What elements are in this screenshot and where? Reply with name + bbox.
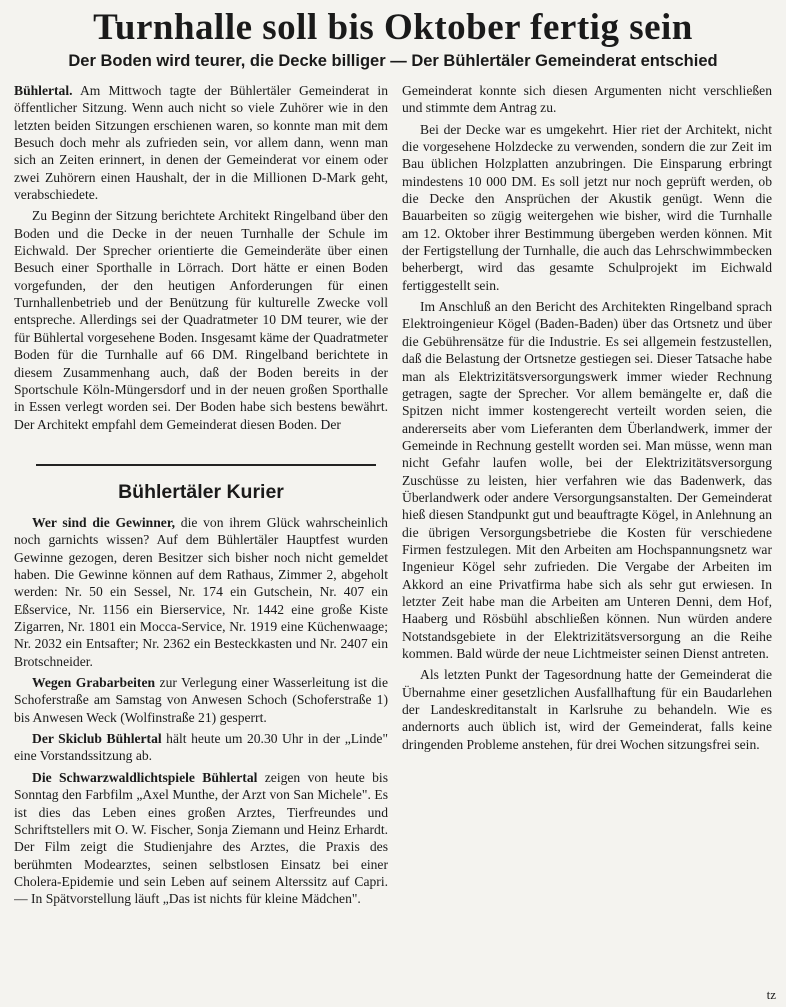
article-paragraph-3: Bei der Decke war es umgekehrt. Hier riet der Architekt, nicht die vorgesehene Holzdecke zu verwenden, sondern die zur Zeit im Bau üblichen Holzplatten anzubringen. Die Einsparung erbringt mindestens 10 000 DM. Es soll jetzt nur noch geprüft werden, ob die Decke den Ansprüchen der Akustik genügt. Wenn die Bauarbeiten so zügig weitergehen wie bisher, wird die Turnhalle am 12. Oktober ihrer Bestimmung übergeben werden können. Mit der Fertigstellung der Turnhalle, die auch das Lehrschwimmbecken beherbergt, wird das gesamte Schulprojekt im Eichwald fertiggestellt sein. xyxy=(402,121,772,293)
kurier-item-roadworks-text: zur Verlegung einer Wasserleitung ist die Schoferstraße am Samstag von Anwesen Schoch (Schoferstraße 1) bis Anwesen Weck (Wolfinstraße 21) gesperrt. xyxy=(14,675,388,725)
article-paragraph-1 xyxy=(14,82,388,203)
kurier-item-roadworks-lead: Wegen Grabarbeiten xyxy=(32,675,156,691)
kurier-item-roadworks xyxy=(14,674,388,726)
article-paragraph-2: Zu Beginn der Sitzung berichtete Architekt Ringelband über den Boden und die Decke in der neuen Turnhalle der Schule im Eichwald. Der Sprecher orientierte die Gemeinderäte über einen Besuch einer Sporthalle in Lörrach. Dort hätte er einen Boden vorgefunden, der den heutigen Anforderungen für einen Turnhallenbetrieb und der Benützung für kulturelle Zwecke voll entspreche. Allerdings sei der Quadratmeter 10 DM teurer, wie der für Bühlertal vorgesehene Boden. Insgesamt käme der Quadratmeter Boden für die Turnhalle auf 66 DM. Ringelband berichtete in diesem Zusammenhang auch, daß der Boden bereits in der Sportschule Köln-Müngersdorf und in der neuen großen Sporthalle in Essen verlegt worden sei. Der Boden habe sich bestens bewährt. Der Architekt empfahl dem Gemeinderat diesen Boden. Der xyxy=(14,208,388,432)
article-paragraph-4: Im Anschluß an den Bericht des Architekten Ringelband sprach Elektroingenieur Kögel (Baden-Baden) über das Ortsnetz und über die Gebührensätze für die Industrie. Es sei allgemein festzustellen, daß die Belastung der Ortsnetze gestiegen sei. Dieser Tatsache habe man als Elektrizitätsversorgungswerk immer wieder Rechnung getragen, sagte der Sprecher. Vor allem bemängelte er, daß die Spitzen nicht immer kostengerecht verteilt worden seien, die andererseits aber vom Lieferanten dem Überlandwerk, immer der Gemeinde in Rechnung gestellt worden sei. Man müsse, wenn man nicht Gefahr laufen wolle, bei der Elektrizitätsversorgung Zuschüsse zu leisten, hier verfahren wie das Badenwerk, das Überlandwerk oder andere Versorgungsanstalten. Der Gemeinderat hieß diesen Standpunkt gut und beauftragte Kögel, in Anlehnung an die übrigen Versorgungsbetriebe die Kosten für verschiedene Firmen festzulegen. Mit den Arbeiten am Hochspannungsnetz war Ingenieur Kögel sehr zufrieden. Die Vergabe der Arbeiten im Akkord an eine Privatfirma habe sich als sehr gut erwiesen. In letzter Zeit habe man die Arbeiten am Unteren Denni, dem Hof, Haaberg und Rösbühl abschließen können. Nun würden andere Notstandsgebiete in der Elektrizitätsversorgung an die Reihe kommen. Bald würde der neue Lichtmeister seinen Dienst antreten. xyxy=(402,299,772,661)
article-paragraph-1-text: Am Mittwoch tagte der Bühlertäler Gemeinderat in öffentlicher Sitzung. Wenn auch nicht so viele Zuhörer wie in den letzten beiden Sitzungen erschienen waren, so konnte man mit dem Besuch doch mehr als zufrieden sein, vor allem dann, wenn man sich an Zeiten erinnert, in denen der Gemeinderat vor einem oder zwei Zuhörern einen Haushalt, der in die Millionen D-Mark geht, verabschiedete. xyxy=(14,83,388,203)
article-paragraph-5: Als letzten Punkt der Tagesordnung hatte der Gemeinderat die Übernahme einer gesetzlichen Ausfallhaftung für ein Baudarlehen der Landeskreditanstalt in Karlsruhe zu behandeln. Wie es andernorts auch üblich ist, wird der Gemeinderat, falls keine dringenden Probleme anstehen, für drei Wochen sitzungsfrei sein. xyxy=(402,667,772,752)
kurier-title: Bühlertäler Kurier xyxy=(118,481,284,503)
right-column xyxy=(402,82,772,1002)
kurier-item-skiclub-lead: Der Skiclub Bühlertal xyxy=(32,731,162,747)
kurier-item-cinema-text: zeigen von heute bis Sonntag den Farbfilm „Axel Munthe, der Arzt von San Michele". Es ist dies das Leben eines großen Arztes, Tierfreundes und Schriftstellers mit O. W. Fischer, Sonja Ziemann und Heinz Erhardt. Der Film zeigt die Studienjahre des Arztes, die Praxis des berühmten Modearztes, seinen selbstlosen Einsatz bei einer Cholera-Epidemie und sein Leben auf seinem Alterssitz auf Capri. — In Spätvorstellung läuft „Das ist nichts für kleine Mädchen". xyxy=(14,769,388,907)
kurier-section xyxy=(14,452,388,1002)
article-paragraph-2-continued: Gemeinderat konnte sich diesen Argumenten nicht verschließen und stimmte dem Antrag zu. xyxy=(402,83,772,116)
section-divider xyxy=(36,464,376,466)
kurier-item-cinema xyxy=(14,769,388,908)
kurier-item-winners-text: die von ihrem Glück wahrscheinlich noch garnichts wissen? Auf dem Bühlertäler Hauptfest wurden Gewinne gezogen, deren Besitzer sich bisher noch nicht gemeldet haben. Die Gewinne können auf dem Rathaus, Zimmer 2, abgeholt werden: Nr. 50 ein Sessel, Nr. 174 ein Gutschein, Nr. 407 ein Eßservice, Nr. 1156 ein Bierservice, Nr. 1442 eine große Kiste Zigarren, Nr. 1801 ein Mocca-Service, Nr. 1919 eine Küchenwaage; Nr. 2032 ein Entsafter; Nr. 2362 ein Besteckkasten und Nr. 2407 ein Brotschneider. xyxy=(14,515,388,669)
kurier-item-skiclub-text: hält heute um 20.30 Uhr in der „Linde" eine Vorstandssitzung ab. xyxy=(14,731,388,764)
kurier-item-skiclub xyxy=(14,730,388,765)
dateline: Bühlertal. xyxy=(14,83,73,98)
subheadline: Der Boden wird teurer, die Decke billiger — Der Bühlertäler Gemeinderat entschied xyxy=(68,52,718,70)
kurier-item-cinema-lead: Die Schwarzwaldlichtspiele Bühlertal xyxy=(32,769,258,785)
headline: Turnhalle soll bis Oktober fertig sein xyxy=(93,7,693,48)
kurier-item-winners-lead: Wer sind die Gewinner, xyxy=(32,515,176,530)
kurier-item-winners xyxy=(14,514,388,670)
author-signature: tz xyxy=(766,987,776,1002)
